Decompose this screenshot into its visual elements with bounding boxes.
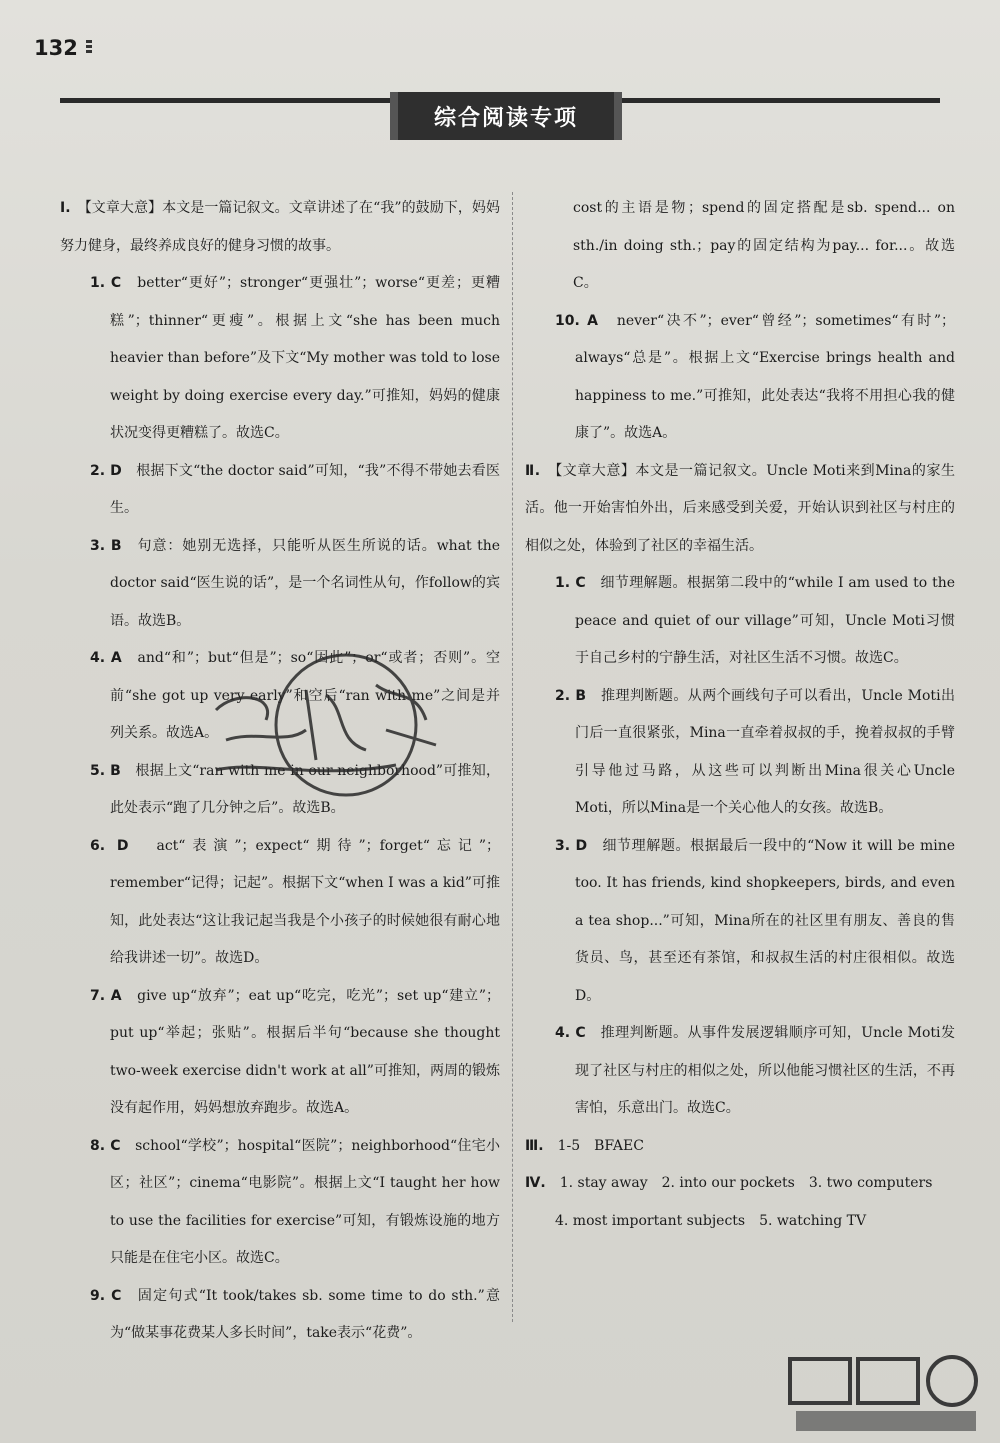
answer-item bbox=[60, 1278, 500, 1353]
item-text: cost的主语是物；spend的固定搭配是sb. spend... on sth./in doing sth.；pay的固定结构为pay... for...。故选C。 bbox=[573, 200, 955, 291]
answer-item bbox=[60, 828, 500, 978]
left-column bbox=[60, 190, 500, 1353]
answer-item bbox=[60, 978, 500, 1128]
item-text: 固定句式“It took/takes sb. some time to do sth.”意为“做某事花费某人多长时间”，take表示“花费”。 bbox=[110, 1287, 500, 1341]
item-text: 4. most important subjects 5. watching TV bbox=[555, 1212, 867, 1229]
item-label: 6. D bbox=[90, 837, 129, 854]
item-label: 1. C bbox=[555, 575, 586, 591]
item-label: 3. B bbox=[90, 537, 122, 554]
section-heading bbox=[525, 453, 955, 566]
item-text: 1-5 BFAEC bbox=[557, 1137, 644, 1154]
item-text: act“表演”；expect“期待”；forget“忘记”；remember“记得；记起”。根据下文“when I was a kid”可推知，此处表达“这让我记起当我是个小孩子的时候她很有耐心地给我讲述一切”。故选D。 bbox=[110, 837, 501, 966]
item-label: 9. C bbox=[90, 1287, 122, 1304]
right-column bbox=[525, 190, 955, 1240]
item-text: 细节理解题。根据最后一段中的“Now it will be mine too. It has friends, kind shopkeepers, birds, and even a tea shop...”可知，Mina所在的社区里有朋友、善良的售货员、鸟，甚至还有茶馆，和叔叔生活的村庄很相似。故选D。 bbox=[575, 837, 956, 1004]
item-label: 4. A bbox=[90, 650, 122, 666]
item-text: school“学校”；hospital“医院”；neighborhood“住宅小区；社区”；cinema“电影院”。根据上文“I taught her how to use the facilities for exercise”可知，有锻炼设施的地方只能是在住宅小区。故选C。 bbox=[110, 1137, 501, 1266]
item-label: 3. D bbox=[555, 837, 588, 854]
section-heading bbox=[60, 190, 500, 265]
section-heading bbox=[525, 1165, 955, 1203]
answer-item bbox=[60, 453, 500, 528]
answer-item bbox=[525, 1015, 955, 1128]
section-banner: 综合阅读专项 bbox=[398, 92, 614, 140]
corner-watermark-logo bbox=[786, 1353, 986, 1435]
answer-item bbox=[60, 640, 500, 753]
item-label: Ⅰ. bbox=[60, 200, 71, 216]
item-label: 10. A bbox=[555, 312, 598, 329]
item-text: 根据上文“ran with me in our neighborhood”可推知，此处表示“跑了几分钟之后”。故选B。 bbox=[110, 762, 501, 816]
item-text: 细节理解题。根据第二段中的“while I am used to the peace and quiet of our village”可知，Uncle Moti习惯于自己乡村的宁静生活，对社区生活不习惯。故选C。 bbox=[575, 575, 956, 666]
item-text: 推理判断题。从事件发展逻辑顺序可知，Uncle Moti发现了社区与村庄的相似之处，所以他能习惯社区的生活，不再害怕，乐意出门。故选C。 bbox=[575, 1025, 955, 1116]
answer-item bbox=[525, 565, 955, 678]
item-label: 8. C bbox=[90, 1137, 121, 1154]
section-heading bbox=[525, 1128, 955, 1166]
item-label: 1. C bbox=[90, 275, 122, 291]
answer-item bbox=[525, 303, 955, 453]
item-label: 2. B bbox=[555, 687, 587, 704]
item-text: 1. stay away 2. into our pockets 3. two computers bbox=[559, 1175, 933, 1191]
item-label: 4. C bbox=[555, 1025, 586, 1041]
item-text: give up“放弃”；eat up“吃完，吃光”；set up“建立”；put up“举起；张贴”。根据后半句“because she thought two-week exercise didn't work at all”可推知，两周的锻炼没有起作用，妈妈想放弃跑步。故选A。 bbox=[110, 987, 500, 1116]
item-text: 【文章大意】本文是一篇记叙文。文章讲述了在“我”的鼓励下，妈妈努力健身，最终养成良好的健身习惯的故事。 bbox=[60, 200, 500, 254]
item-label: 2. D bbox=[90, 462, 122, 479]
answer-item bbox=[525, 1203, 955, 1241]
answer-item bbox=[60, 528, 500, 641]
answer-item bbox=[60, 753, 500, 828]
column-divider bbox=[512, 192, 513, 1322]
answer-continuation bbox=[525, 190, 955, 303]
item-text: better“更好”；stronger“更强壮”；worse“更差；更糟糕”；thinner“更瘦”。根据上文“she has been much heavier than before”及下文“My mother was told to lose weight by doing exercise every day.”可推知，妈妈的健康状况变得更糟糕了。故选C。 bbox=[110, 275, 500, 441]
item-text: 推理判断题。从两个画线句子可以看出，Uncle Moti出门后一直很紧张，Mina一直牵着叔叔的手，挽着叔叔的手臂引导他过马路，从这些可以判断出Mina很关心Uncle Moti，所以Mina是一个关心他人的女孩。故选B。 bbox=[575, 687, 956, 816]
answer-item bbox=[525, 828, 955, 1016]
item-label: Ⅳ. bbox=[525, 1175, 546, 1191]
item-label: Ⅱ. bbox=[525, 462, 541, 479]
item-label: Ⅲ. bbox=[525, 1137, 544, 1154]
item-label: 5. B bbox=[90, 762, 121, 779]
page-mark-decoration bbox=[86, 40, 92, 54]
page-number: 132 bbox=[34, 36, 78, 60]
item-text: never“决不”；ever“曾经”；sometimes“有时”；always“总是”。根据上文“Exercise brings health and happiness to me.”可推知，此处表达“我将不用担心我的健康了”。故选A。 bbox=[575, 312, 956, 441]
answer-item bbox=[60, 1128, 500, 1278]
item-text: 句意：她别无选择，只能听从医生所说的话。what the doctor said“医生说的话”，是一个名词性从句，作follow的宾语。故选B。 bbox=[110, 537, 501, 629]
item-text: 根据下文“the doctor said”可知，“我”不得不带她去看医生。 bbox=[110, 462, 500, 516]
item-text: 【文章大意】本文是一篇记叙文。Uncle Moti来到Mina的家生活。他一开始害怕外出，后来感受到关爱，开始认识到社区与村庄的相似之处，体验到了社区的幸福生活。 bbox=[525, 462, 956, 554]
item-label: 7. A bbox=[90, 987, 122, 1004]
answer-item bbox=[60, 265, 500, 453]
answer-item bbox=[525, 678, 955, 828]
item-text: and“和”；but“但是”；so“因此”；or“或者；否则”。空前“she got up very early”和空后“ran with me”之间是并列关系。故选A。 bbox=[110, 650, 501, 741]
